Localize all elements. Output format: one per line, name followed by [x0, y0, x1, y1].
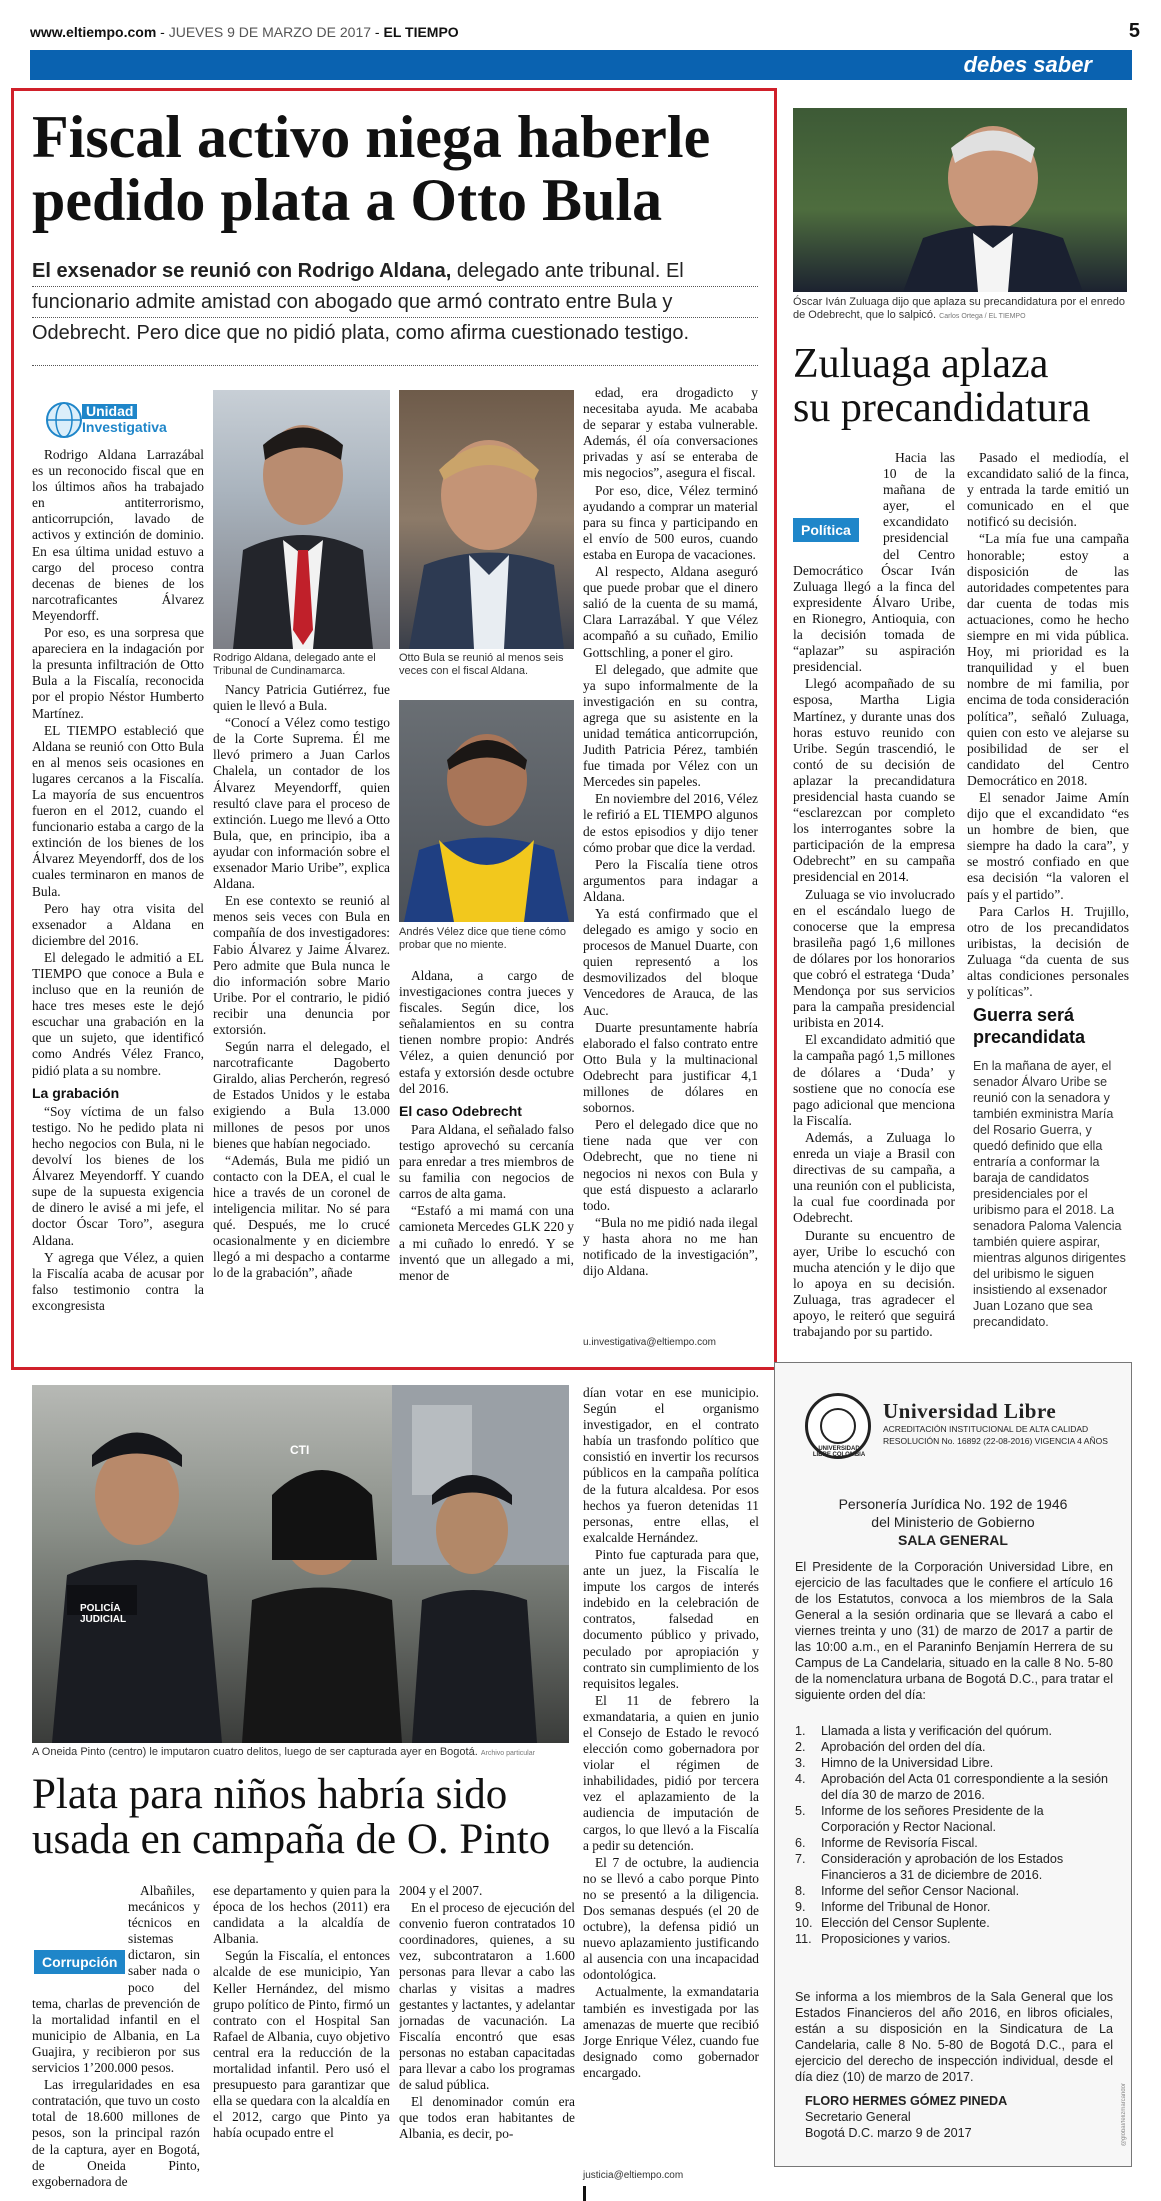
ad-body: El Presidente de la Corporación Universidad Libre, en ejercicio de las facultades que le confiere el artículo 16 de los Estatutos, convoca a los miembros de la Sala General a la sesión ordinaria que se llevará a cabo el viernes treinta y uno (31) de marzo de 2017 a partir de las 10:00 a.m., en el Paraninfo Benjamín Herrera de su Campus de La Candelaria, situado en la calle 8 No. 5-80 de la nomenclatura urbana de Bogotá D.C., para tratar el siguiente orden del día:	[795, 1560, 1113, 1702]
agenda-item: 4. Aprobación del Acta 01 correspondiente a la sesión del día 30 de marzo de 2016.	[795, 1772, 1109, 1802]
personeria: Personería Jurídica No. 192 de 1946 del Ministerio de Gobierno SALA GENERAL	[838, 1496, 1068, 1548]
agenda-list	[795, 1723, 1113, 1947]
main-col-1: Rodrigo Aldana Larrazábal es un reconocido fiscal que en los últimos años ha trabajado en antiterrorismo, anticorrupción, lavado de activos y extinción de dominio. En esa última unidad estuvo a cargo del proceso contra decenas de bienes de los narcotraficantes Álvarez Meyendorff. Por eso, es una sorpresa que apareciera en la indagación por la presunta infiltración de Otto Bula a la Fiscalía, reconocida por el propio Néstor Humberto Martínez. EL TIEMPO estableció que Aldana se reunió con Otto Bula en al menos seis ocasiones en lugares cercanos a la Fiscalía. La mayoría de sus encuentros fueron en el 2012, cuando el funcionario estaba a cargo de la extinción de los bienes de los Álvarez Meyendorff, dos de los cuales terminaron en manos de Bula. Pero hay otra visita del exsenador a Aldana en diciembre del 2016. El delegado le admitió a EL TIEMPO que conoce a Bula e incluso que en la reunión de hace tres meses este le dejó escuchar una grabación en la que un sujeto, que identificó como Andrés Vélez Franco, pidió plata a su nombre. La grabación “Soy víctima de un falso testigo. No he pedido plata ni hecho negocios con Bula, ni le devolví los bienes de los Álvarez Meyendorff. Y cuando supe de la supuesta exigencia de dinero le avisé a mi jefe, el doctor Óscar Toro”, asegura Aldana. Y agrega que Vélez, a quien la Fiscalía acaba de acusar por falso testimonio contra la excongresista	[32, 447, 204, 1313]
caption-bula: Otto Bula se reunió al menos seis veces con el fiscal Aldana.	[399, 652, 564, 677]
photo-zuluaga	[793, 108, 1127, 292]
ad-vertical-note: @global/felizmarcandor	[1121, 2082, 1127, 2146]
main-deck: El exsenador se reunió con Rodrigo Aldana, delegado ante tribunal. El funcionario admite amistad con abogado que armó contrato entre Bula y Odebrecht. Pero dice que no pidió plata, como afirma cuestionado testigo.	[32, 260, 690, 344]
subhead-grabacion: La grabación	[32, 1084, 120, 1101]
agenda-item: 6. Informe de Revisoría Fiscal.	[795, 1836, 978, 1850]
agenda-item: 10. Elección del Censor Suplente.	[795, 1916, 990, 1930]
university-ad	[774, 1362, 1132, 2167]
globe-icon	[44, 400, 84, 440]
accreditation: ACREDITACIÓN INSTITUCIONAL DE ALTA CALIDAD	[883, 1424, 1089, 1434]
caption-pinto: A Oneida Pinto (centro) le imputaron cuatro delitos, luego de ser capturada ayer en Bogotá. Archivo particular	[32, 1746, 535, 1758]
main-col-3: Aldana, a cargo de investigaciones contra jueces y fiscales. Según dice, los señalamientos en su contra tienen nombre propio: Andrés Vélez, a quien denunció por estafa y extorsión desde octubre del 2016. El caso Odebrecht Para Aldana, el señalado falso testigo aprovechó su cercanía para enredar a tres miembros de su familia con negocios de carros de alta gama. “Estafó a mi mamá con una camioneta Mercedes GLK 220 y a mi cuñado lo enredó. Y se inventó que un allegado a mi, menor de	[399, 968, 574, 1283]
agenda-item: 5. Informe de los señores Presidente de la Corporación y Rector Nacional.	[795, 1804, 1044, 1834]
agenda-item: 11. Proposiciones y varios.	[795, 1932, 951, 1946]
main-col-2: Nancy Patricia Gutiérrez, fue quien le llevó a Bula. “Conocí a Vélez como testigo de la Corte Suprema. Él me llevó primero a Juan Carlos Chalela, un contador de los Álvarez Meyendorff, quien resultó clave para el proceso de extinción. Luego me llevó a Otto Bula, que, en principio, iba a ayudar con información sobre el exsenador Mario Uribe”, explica Aldana. En ese contexto se reunió al menos seis veces con Bula en compañía de dos investigadores: Fabio Álvarez y Jaime Álvarez. Pero admite que Bula nunca le dio información sobre Mario Uribe. Por el contrario, le pidió recibir una denuncia por extorsión. Según narra el delegado, el narcotraficante Dagoberto Giraldo, alias Percherón, regresó de Estados Unidos y le estaba exigiendo a Bula 13.000 millones de pesos por unos bienes que habían negociado. “Además, Bula me pidió un contacto con la DEA, el cual le hice a través de un coronel de inteligencia militar. No sé para qué. Después, me lo crucé ocasionalmente y en diciembre llegó a mi despacho a contarme lo de la grabación”, añade	[213, 682, 391, 1281]
photo-pinto	[32, 1385, 569, 1743]
page-number: 5	[1128, 20, 1140, 42]
photo-bula	[399, 390, 574, 649]
agenda-item: 2. Aprobación del orden del día.	[795, 1740, 986, 1754]
agenda-item: 1. Llamada a lista y verificación del quórum.	[795, 1724, 1052, 1738]
caption-zuluaga: Óscar Iván Zuluaga dijo que aplaza su precandidatura por el enredo de Odebrecht, que lo salpicó. Carlos Ortega / EL TIEMPO	[793, 296, 1126, 321]
sidebox-title: Guerra será precandidata	[973, 1005, 1086, 1047]
pinto-col-1: Albañiles, mecánicos y técnicos en sistemas dictaron, sin saber nada o poco del tema, charlas de prevención de la mortalidad infantil en el municipio de Albania, en La Guajira, y recibieron por sus servicios 1’200.000 pesos. Las irregularidades en esa contratación, que tuvo un costo total de 18.600 millones de pesos, son la principal razón de la captura, ayer en Bogotá, de Oneida Pinto, exgobernadora de	[32, 1883, 200, 2189]
caption-aldana: Rodrigo Aldana, delegado ante el Tribunal de Cundinamarca.	[213, 652, 376, 677]
publication-name: EL TIEMPO	[383, 24, 459, 40]
tag-politica: Política	[793, 518, 859, 542]
section-bar	[30, 50, 1132, 80]
zuluaga-col-2: Pasado el mediodía, el excandidato salió de la finca, y entrada la tarde emitió un comunicado en el que notificó su decisión. “La mía fue una campaña honorable; estoy a disposición de las autoridades competentes para dar cuenta de todas mis actuaciones, como he hecho siempre en mi vida pública. Hoy, mi prioridad es la tranquilidad y el buen nombre de mi familia, por encima de toda consideración política”, señaló Zuluaga, quien con esto ve alejarse su posibilidad de ser el candidato del Centro Democrático en 2018. El senador Jaime Amín dijo que el excandidato “es un hombre de bien, que siempre ha dado la cara”, y se mostró confiado en que esa decisión “la valoren el país y el partido”. Para Carlos H. Trujillo, otro de los precandidatos uribistas, la decisión de Zuluaga “da cuenta de sus altas condiciones personales y políticas”.	[967, 450, 1129, 1000]
pinto-headline: Plata para niños habría sido usada en campaña de O. Pinto	[32, 1771, 551, 1864]
photo-aldana	[213, 390, 390, 649]
university-name: Universidad Libre	[883, 1399, 1057, 1423]
zuluaga-col-1: Hacia las 10 de la mañana de ayer, el excandidato presidencial del Centro Democrático Óscar Iván Zuluaga llegó a la finca del expresidente Álvaro Uribe, en Rionegro, Antioquia, con la decisión tomada de “aplazar” su aspiración presidencial. Llegó acompañado de su esposa, Martha Ligia Martínez, y durante unas dos horas estuvo reunido con Uribe. Según trascendió, le contó de su decisión de aplazar la precandidatura presidencial hasta cuando se “esclarezcan por completo los interrogantes sobre la participación de la empresa Odebrecht” en su campaña presidencial en 2014. Zuluaga se vio involucrado en el escándalo luego de conocerse que la empresa brasileña pagó 1,6 millones de dólares por los honorarios que cobró el estratega ‘Duda’ Mendonça por sus servicios para la campaña presidencial uribista en 2014. El excandidato admitió que la campaña pagó 1,5 millones de dólares a ‘Duda’ y sostiene que no conocía ese pago adicional que menciona la Fiscalía. Además, a Zuluaga lo enreda un viaje a Brasil con directivas de su campaña, a una reunión con el publicista, la cual fue coordinada por Odebrecht. Durante su encuentro de ayer, Uribe lo escuchó con mucha atención y le dijo que lo apoya en su decisión. Zuluaga, tras agradecer el apoyo, le reiteró que seguirá trabajando por su partido.	[793, 450, 955, 1340]
header-date: JUEVES 9 DE MARZO DE 2017	[168, 24, 372, 40]
pinto-col-3: 2004 y el 2007. En el proceso de ejecución del convenio fueron contratados 10 coordinadores, quienes, a su vez, subcontrataron a 1.600 personas para llevar a cabo las charlas y visitas a madres gestantes y lactantes, y adelantar jornadas de vacunación. La Fiscalía encontró que esas personas no estaban capacitadas para llevar a cabo los programas de salud pública. El denominador común era que todos eran habitantes de Albania, es decir, po-	[399, 1883, 575, 2142]
pinto-col-4: dían votar en ese municipio. Según el organismo investigador, en el contrato había un trasfondo político que consistió en invertir los recursos públicos en la campaña política de la futura alcaldesa. Por esos hechos ya fueron detenidas 11 personas, entre ellas, el exalcalde Hernández. Pinto fue capturada para que, ante un juez, la Fiscalía le impute los cargos de interés indebido en la celebración de contratos, falsedad en documento público y privado, peculado por apropiación y contrato sin cumplimiento de los requisitos legales. El 11 de febrero la exmandataria, a quien en junio el Consejo de Estado le revocó elección como gobernadora por violar el régimen de inhabilidades, pidió por tercera vez el aplazamiento de la audiencia de imputación de cargos, lo que llevó a la Fiscalía a pedir su detención. El 7 de octubre, la audiencia no se llevó a cabo porque Pinto no se presentó a la diligencia. Dos semanas después (el 20 de octubre), la defensa pidió un nuevo aplazamiento justificando al ausencia con una incapacidad odontológica. Actualmente, la exmandataria también es investigada por las amenazas de muerte que recibió Jorge Enrique Vélez, cuando fue designado como gobernador encargado.	[583, 1385, 759, 2080]
sidebox-text: En la mañana de ayer, el senador Álvaro Uribe se reunió con la senadora y también exministra María del Rosario Guerra, y quedó definido que ella entraría a conformar la baraja de candidatos presidenciales por el uribismo para el 2018. La senadora Paloma Valencia también quiere aspirar, mientras algunos dirigentes del uribismo le siguen insistiendo al exsenador Juan Lozano que sea precandidato.	[973, 1059, 1126, 1329]
badge-policia: POLICÍA JUDICIAL	[80, 1603, 127, 1625]
agenda-item: 9. Informe del Tribunal de Honor.	[795, 1900, 991, 1914]
site-url[interactable]: www.eltiempo.com	[30, 24, 157, 40]
email-justicia[interactable]: justicia@eltiempo.com	[583, 2170, 684, 2181]
main-col-4: edad, era drogadicto y necesitaba ayuda. Me acababa de separar y estaba vulnerable. Además, él oía conversaciones privadas y así se enteraba de mis negocios”, asegura el fiscal. Por eso, dice, Vélez terminó ayudando a comprar un material para su finca y participando en el envío de 500 euros, cuando estaba en Europa de vacaciones. Al respecto, Aldana aseguró que puede probar que el dinero salió de la cuenta de su mamá, Clara Larrazábal. Y que Vélez acompañó a su cuñado, Emilio Gottschling, a poner el giro. El delegado, que admite que ya supo informalmente de la investigación en su contra, agrega que su asistente en la unidad temática anticorrupción, Judith Patricia Pérez, también fue timada por Vélez con un Mercedes sin papeles. En noviembre del 2016, Vélez le refirió a EL TIEMPO algunos de estos episodios y dijo tener cómo probar que dice la verdad. Pero la Fiscalía tiene otros argumentos para indagar a Aldana. Ya está confirmado que el delegado es amigo y socio en procesos de Manuel Duarte, con quien representó a los desmovilizados del bloque Vencedores de Arauca, de las Auc. Duarte presuntamente habría elaborado el falso contrato entre Otto Bula y la multinacional Odebrecht para justificar 4,1 millones de dólares en sobornos. Pero el delegado dice que no tiene nada que ver con Odebrecht, que no tiene ni negocios ni nexos con Bula y que está dispuesto a aclararlo todo. “Bula no me pidió nada ilegal y hasta ahora no me han notificado de la investigación”, dijo Aldana.	[583, 385, 758, 1279]
ad-closing: Se informa a los miembros de la Sala General que los Estados Financieros del año 2016, en libros oficiales, están a su disposición en la Sindicatura de La Candelaria, calle 8 No. 5-80 de Bogotá D.C., para el ejercicio del derecho de inspección individual, desde el día diez (10) de marzo de 2017.	[795, 1990, 1113, 2084]
agenda-item: 8. Informe del señor Censor Nacional.	[795, 1884, 1020, 1898]
subhead-odebrecht: El caso Odebrecht	[399, 1102, 522, 1119]
zuluaga-headline: Zuluaga aplaza su precandidatura	[793, 341, 1091, 432]
section-label: debes saber	[963, 52, 1092, 77]
ad-signature: FLORO HERMES GÓMEZ PINEDA Secretario General Bogotá D.C. marzo 9 de 2017	[805, 2094, 1008, 2140]
tag-corrupcion: Corrupción	[34, 1950, 125, 1974]
pinto-col-2: ese departamento y quien para la época de los hechos (2011) era candidata a la alcaldía de Albania. Según la Fiscalía, el entonces alcalde de ese municipio, Yan Keller Hernández, del mismo grupo político de Pinto, firmó un contrato con el Hospital San Rafael de Albania, cuyo objetivo central era la reducción de la mortalidad infantil. Pero usó el presupuesto para garantizar que ella se quedara con la alcaldía en el 2012, cargo que Pinto ya había ocupado entre el	[213, 1883, 390, 2141]
caption-velez: Andrés Vélez dice que tiene cómo probar que no miente.	[399, 926, 566, 951]
fold-mark	[583, 2186, 586, 2201]
agenda-item: 3. Himno de la Universidad Libre.	[795, 1756, 994, 1770]
photo-velez	[399, 700, 574, 922]
email-unit[interactable]: u.investigativa@eltiempo.com	[583, 1337, 716, 1348]
main-headline: Fiscal activo niega haberle pedido plata a Otto Bula	[32, 104, 711, 233]
page-header: www.eltiempo.com - JUEVES 9 DE MARZO DE 2017 - EL TIEMPO 5	[30, 20, 1140, 42]
agenda-item: 7. Consideración y aprobación de los Estados Financieros a 31 de diciembre de 2016.	[795, 1852, 1064, 1882]
badge-cti: CTI	[290, 1443, 310, 1457]
university-seal: UNIVERSIDAD LIBRE COLOMBIA	[805, 1393, 871, 1459]
resolution: RESOLUCIÓN No. 16892 (22-08-2016) VIGENCIA 4 AÑOS	[883, 1436, 1108, 1446]
